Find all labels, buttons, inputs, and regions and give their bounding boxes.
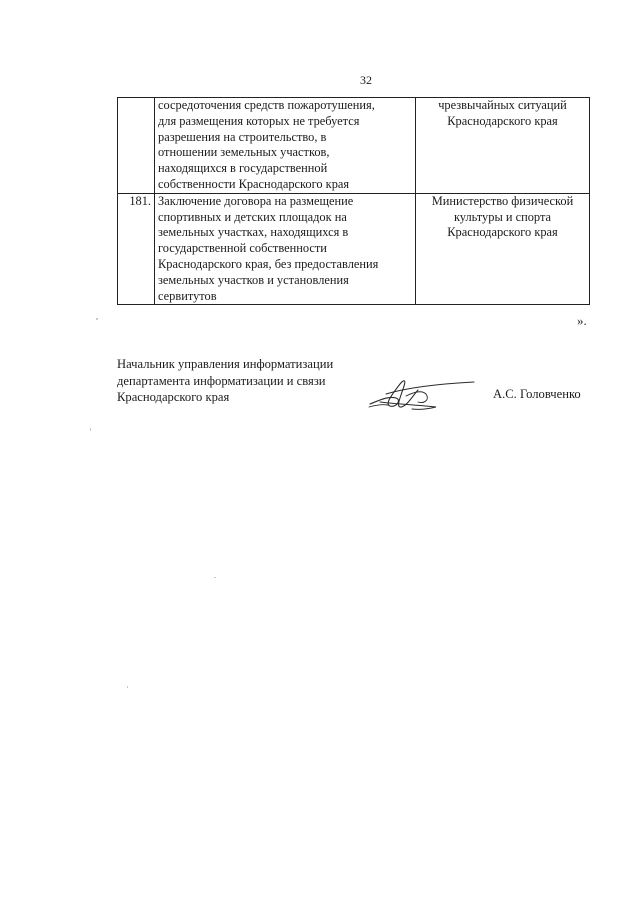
organization-line: Краснодарского края	[447, 113, 558, 128]
table-row	[118, 193, 590, 305]
scan-speck	[90, 428, 91, 431]
description-line: разрешения на строительство, в	[158, 129, 327, 144]
position-line: Начальник управления информатизации	[117, 357, 334, 371]
responsible-organization	[416, 193, 590, 305]
description-line: сосредоточения средств пожаротушения,	[158, 98, 375, 112]
position-line: департамента информатизации и связи	[117, 373, 326, 388]
description-line: земельных участках, находящихся в	[158, 225, 349, 240]
row-number: 181.	[118, 193, 155, 305]
closing-quote: ».	[577, 313, 587, 328]
table-row	[118, 98, 590, 194]
description-line: для размещения которых не требуется	[158, 113, 360, 128]
scan-speck	[214, 577, 216, 578]
description-line: спортивных и детских площадок на	[158, 209, 347, 224]
description-line: Заключение договора на размещение	[158, 193, 354, 208]
organization-line: культуры и спорта	[453, 209, 552, 224]
description-line: собственности Краснодарского края	[158, 176, 350, 191]
signer-position	[117, 356, 333, 406]
page-number: 32	[360, 73, 372, 87]
organization-line: Краснодарского края	[447, 225, 558, 240]
signature-icon	[366, 374, 476, 414]
description-line: государственной собственности	[158, 241, 327, 256]
organization-line: Министерство физической	[431, 193, 574, 208]
signer-name: А.С. Головченко	[493, 387, 581, 401]
scan-speck	[96, 318, 98, 320]
services-table	[117, 97, 590, 305]
description-line: земельных участков и установления	[158, 272, 349, 287]
description-line: сервитутов	[158, 288, 217, 303]
service-description	[155, 193, 416, 305]
responsible-organization	[416, 98, 590, 194]
service-description	[155, 98, 416, 194]
scan-speck	[127, 686, 128, 688]
description-line: находящихся в государственной	[158, 161, 328, 176]
description-line: отношении земельных участков,	[158, 145, 330, 160]
position-line: Краснодарского края	[117, 390, 230, 404]
description-line: Краснодарского края, без предоставления	[158, 256, 379, 271]
organization-line: чрезвычайных ситуаций	[438, 98, 567, 112]
row-number	[118, 98, 155, 194]
